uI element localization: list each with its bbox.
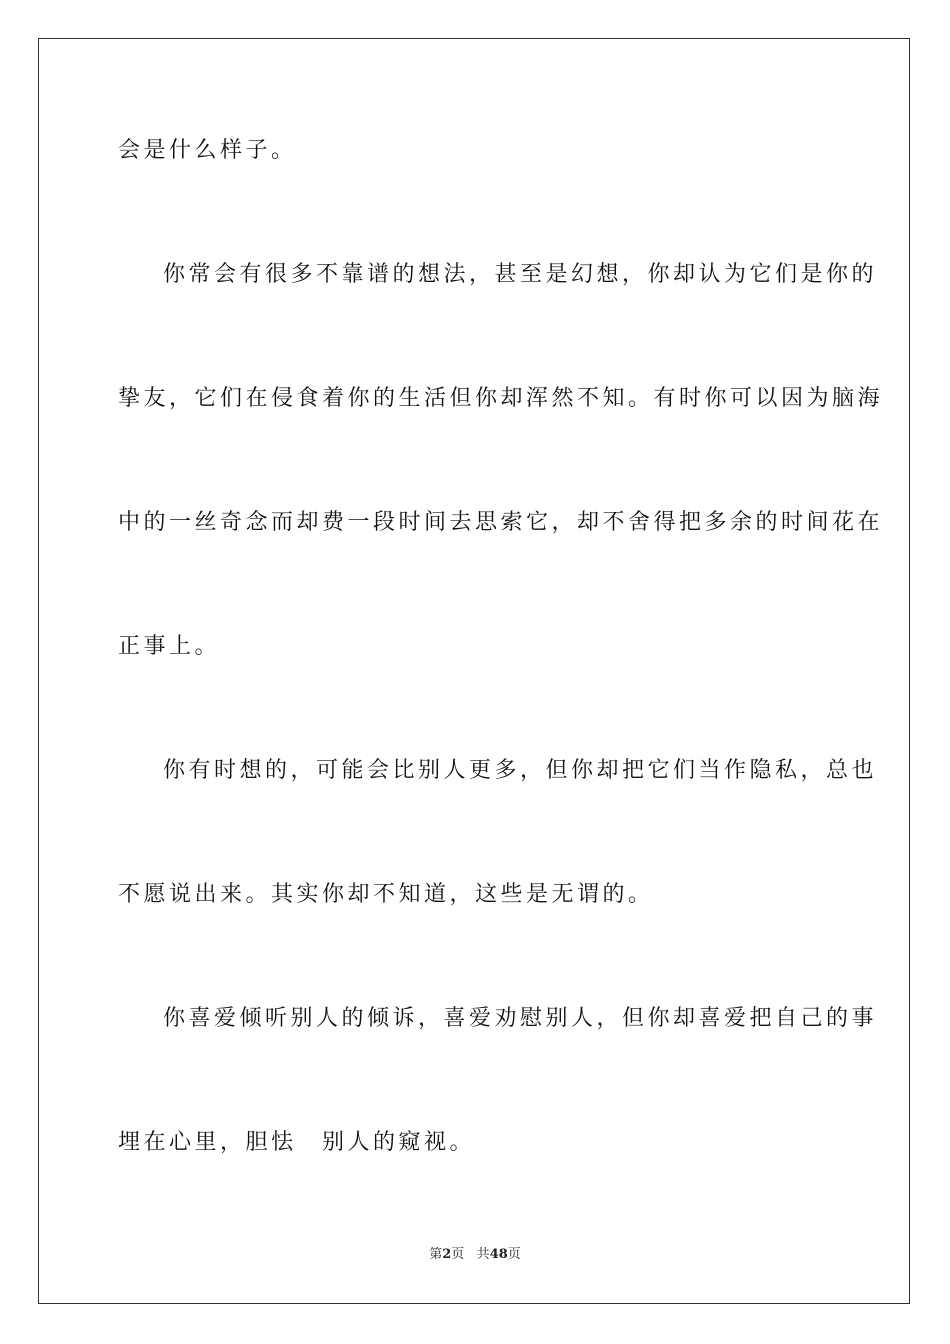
page-prefix: 第 xyxy=(429,1247,443,1262)
text-line: 中的一丝奇念而却费一段时间去思索它，却不舍得把多余的时间花在 xyxy=(118,510,884,535)
text-line: 会是什么样子。 xyxy=(118,138,297,163)
text-line: 不愿说出来。其实你却不知道，这些是无谓的。 xyxy=(118,882,654,907)
page-footer xyxy=(0,1246,950,1264)
page-number: 2 xyxy=(442,1247,452,1262)
text-line: 正事上。 xyxy=(118,634,221,659)
total-prefix: 共 xyxy=(476,1247,490,1262)
text-line: 挚友，它们在侵食着你的生活但你却浑然不知。有时你可以因为脑海 xyxy=(118,386,884,411)
paragraph-start: 你喜爱倾听别人的倾诉，喜爱劝慰别人，但你却喜爱把自己的事 xyxy=(163,1006,878,1031)
page-suffix: 页 xyxy=(451,1247,465,1262)
text-line: 埋在心里，胆怯 别人的窥视。 xyxy=(118,1130,476,1155)
paragraph-start: 你有时想的，可能会比别人更多，但你却把它们当作隐私，总也 xyxy=(163,758,878,783)
paragraph-start: 你常会有很多不靠谱的想法，甚至是幻想，你却认为它们是你的 xyxy=(163,262,878,287)
total-pages: 48 xyxy=(489,1247,508,1262)
total-suffix: 页 xyxy=(507,1247,521,1262)
page-border xyxy=(38,38,910,1304)
